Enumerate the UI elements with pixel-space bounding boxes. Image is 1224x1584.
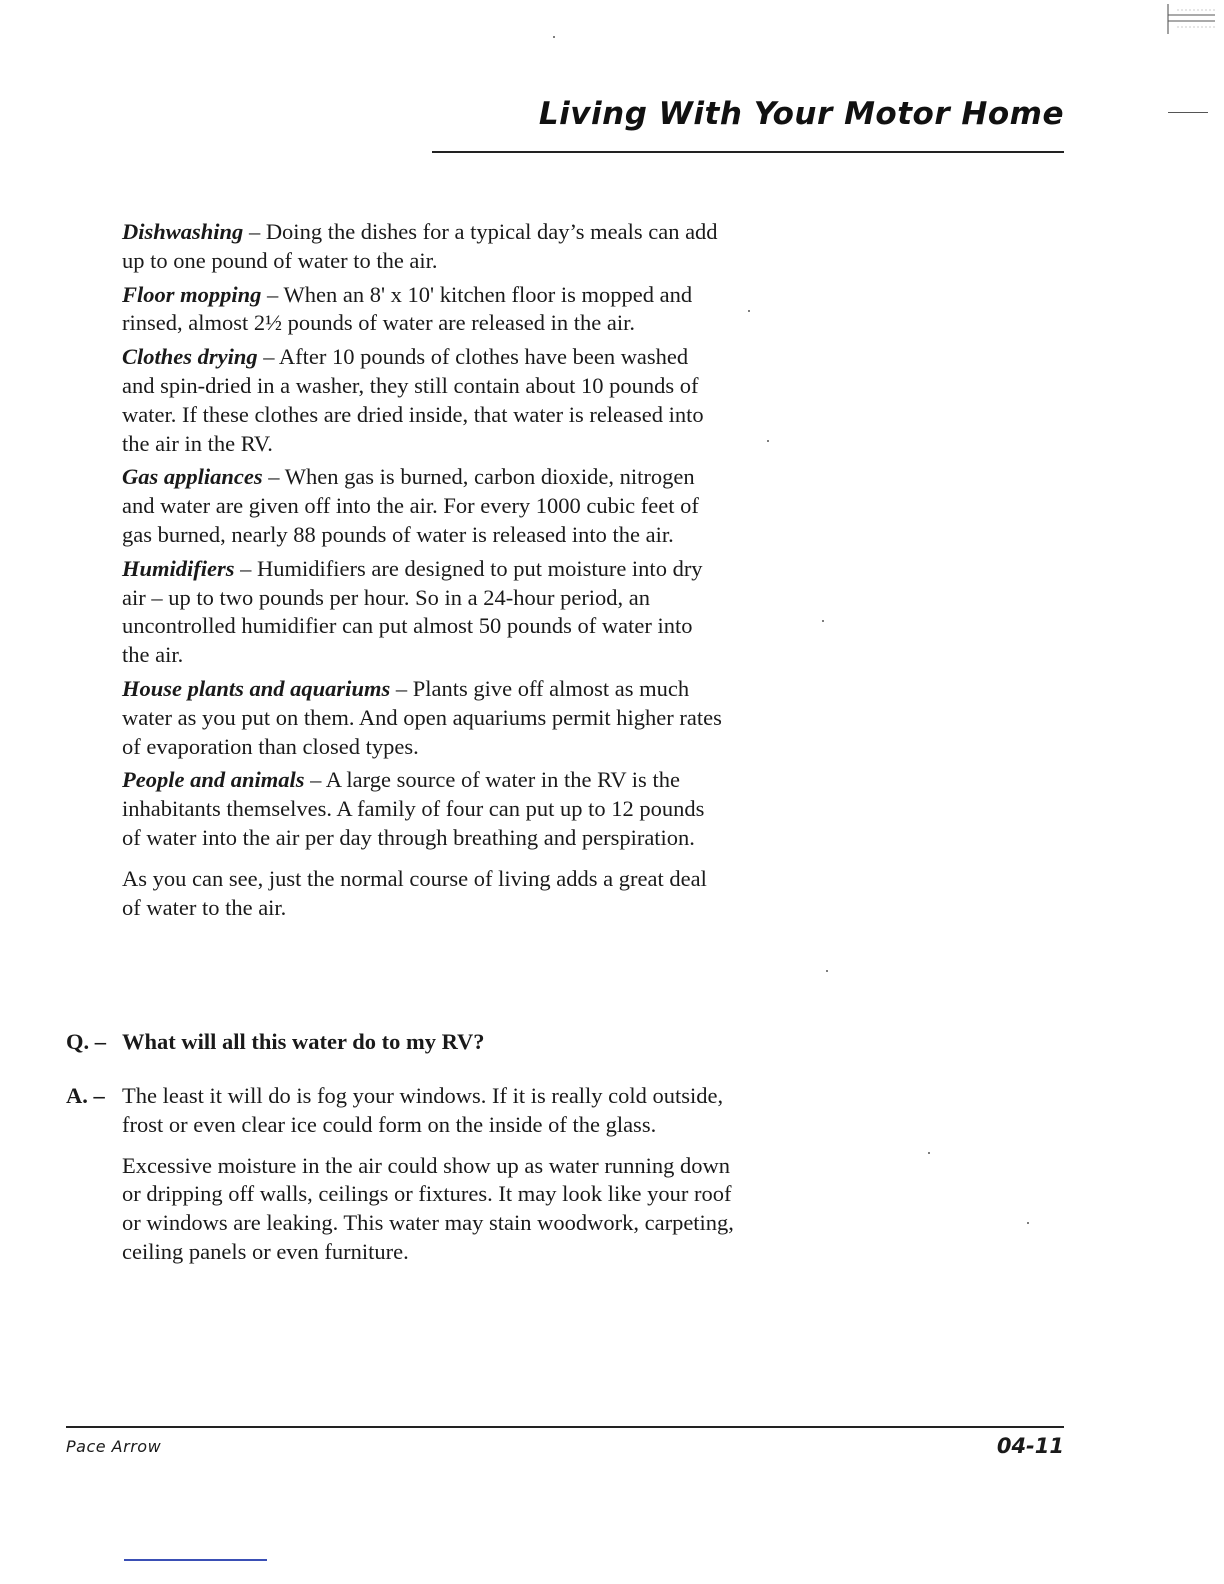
- entry-term: House plants and aquariums: [122, 675, 391, 701]
- moisture-sources-list: [122, 218, 722, 922]
- entry-humidifiers: [122, 555, 722, 670]
- entry-dishwashing: [122, 218, 722, 276]
- footer-rule: [66, 1426, 1064, 1428]
- entry-floor-mopping: [122, 281, 722, 339]
- entry-people-animals: [122, 766, 722, 852]
- entry-text: – Humidifiers are designed to put moisture into dry air – up to two pounds per hour. So in a 24-hour period, an uncontrolled humidifier can put almost 50 pounds of water into the air.: [122, 555, 703, 668]
- entry-text: – Doing the dishes for a typical day’s meals can add up to one pound of water to the air.: [122, 219, 718, 273]
- scan-speck: [767, 440, 769, 442]
- scan-speck: [748, 310, 750, 312]
- answer-block: [66, 1082, 746, 1267]
- question-text: What will all this water do to my RV?: [122, 1029, 485, 1054]
- answer-paragraph: Excessive moisture in the air could show up as water running down or dripping off walls, ceilings or fixtures. It may look like your roof or windows are leaking. This water may stain woodwork, carpeting, ceiling panels or even furniture.: [122, 1152, 734, 1264]
- entry-text: – Plants give off almost as much water as you put on them. And open aquariums permit higher rates of evaporation than closed types.: [122, 675, 722, 759]
- entry-term: Clothes drying: [122, 344, 258, 370]
- entry-term: Humidifiers: [122, 555, 235, 581]
- scan-speck: [822, 620, 824, 622]
- entry-clothes-drying: [122, 343, 722, 458]
- header-rule: [432, 151, 1064, 153]
- entry-term: Floor mopping: [122, 281, 262, 307]
- summary-paragraph: As you can see, just the normal course of living adds a great deal of water to the air.: [122, 865, 707, 920]
- scan-speck: [1027, 1222, 1029, 1224]
- entry-text: – When an 8' x 10' kitchen floor is mopped and rinsed, almost 2½ pounds of water are released in the air.: [122, 281, 693, 336]
- entry-term: Dishwashing: [122, 219, 244, 244]
- entry-text: – When gas is burned, carbon dioxide, nitrogen and water are given off into the air. For every 1000 cubic feet of gas burned, nearly 88 pounds of water is released into the air.: [122, 464, 699, 547]
- page-header-title: Living With Your Motor Home: [538, 96, 1064, 132]
- entry-text: – A large source of water in the RV is the inhabitants themselves. A family of four can put up to 12 pounds of water into the air per day through breathing and perspiration.: [122, 767, 705, 850]
- answer-body: [122, 1082, 746, 1267]
- entry-term: People and animals: [122, 767, 305, 793]
- entry-house-plants: [122, 675, 722, 761]
- entry-gas-appliances: [122, 463, 722, 549]
- margin-dash: [1168, 112, 1208, 113]
- question-block: [66, 1028, 746, 1057]
- bottom-accent-line: [124, 1559, 267, 1561]
- entry-text: – After 10 pounds of clothes have been washed and spin-dried in a washer, they still contain about 10 pounds of water. If these clothes are dried inside, that water is released into the air in the RV.: [122, 344, 704, 456]
- footer-manual-name: Pace Arrow: [66, 1437, 162, 1456]
- answer-paragraph: The least it will do is fog your windows. If it is really cold outside, frost or even clear ice could form on the inside of the glass.: [122, 1083, 724, 1137]
- corner-registration-mark: [1167, 4, 1217, 34]
- entry-term: Gas appliances: [122, 464, 263, 490]
- question-label: Q. –: [66, 1029, 107, 1054]
- scan-speck: [928, 1152, 930, 1154]
- scan-speck: [553, 36, 555, 38]
- scan-speck: [826, 970, 828, 972]
- footer-page-number: 04-11: [996, 1434, 1064, 1458]
- answer-label: A. –: [66, 1083, 105, 1108]
